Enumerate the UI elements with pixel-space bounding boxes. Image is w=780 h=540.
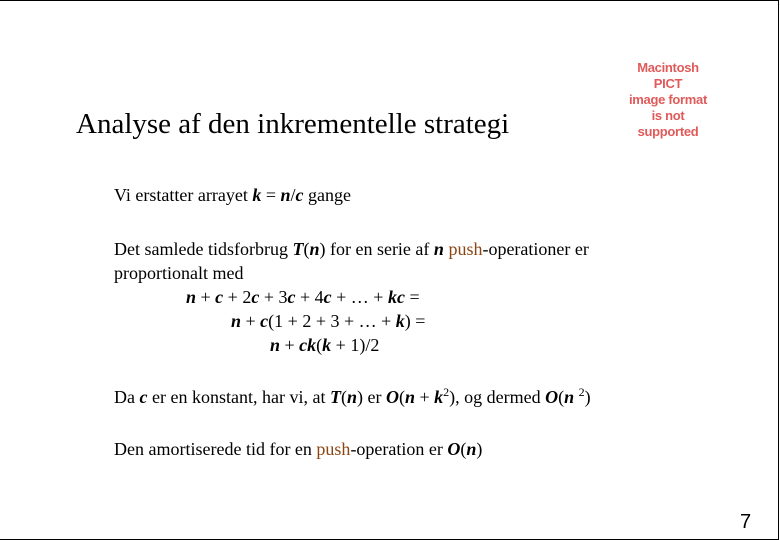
paragraph-replace-array: Vi erstatter arrayet k = n/c gange [114,185,352,205]
placeholder-line-1: Macintosh PICT [637,60,699,91]
unsupported-image-placeholder [622,60,714,140]
equation-line-3: n + ck(k + 1)/2 [270,335,380,355]
page-number: 7 [740,511,752,533]
push-keyword: push [316,439,351,459]
placeholder-line-2: image format [628,92,708,107]
placeholder-line-3: is not supported [637,108,699,139]
paragraph-total-time-line2: proportionalt med [114,263,244,283]
push-keyword: push [448,239,483,259]
paragraph-total-time: Det samlede tidsforbrug T(n) for en serie af n push-operationer er proportionalt med n + c + 2c + 3c + 4c + … + kc = n + c(1 + 2 + 3 + … + k) = n + ck(k + 1)/2 [114,239,589,355]
equation-line-2: n + c(1 + 2 + 3 + … + k) = [231,311,426,331]
paragraph-amortized-time: Den amortiserede tid for en push-operation er O(n) [114,439,483,459]
equation-line-1: n + c + 2c + 3c + 4c + … + kc = [186,287,420,307]
paragraph-complexity: Da c er en konstant, har vi, at T(n) er $O(n + k^2)$, og dermed O(n $^2$) [114,385,591,407]
slide-title: Analyse af den inkrementelle strategi [76,108,510,140]
